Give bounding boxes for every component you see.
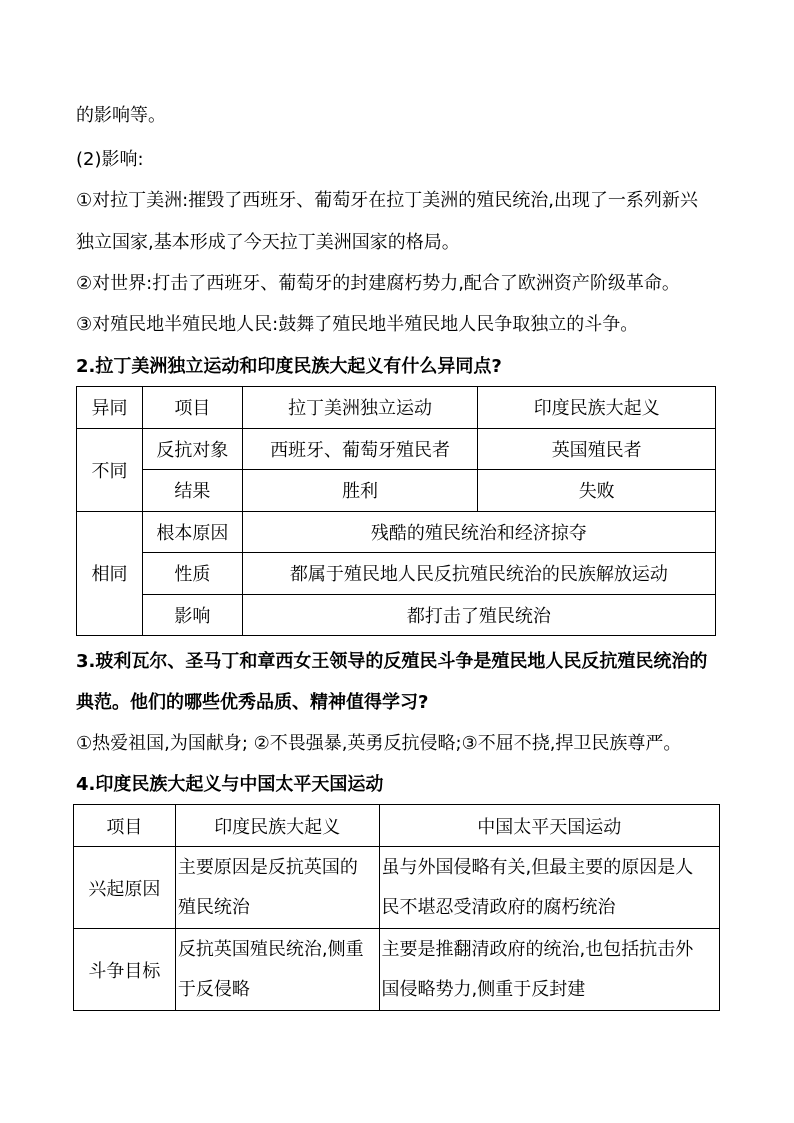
group-label-different: 不同 bbox=[77, 428, 143, 511]
shared-value-cell: 都属于殖民地人民反抗殖民统治的民族解放运动 bbox=[242, 553, 715, 595]
india-cell bbox=[175, 847, 379, 929]
table-header-row bbox=[74, 805, 720, 847]
cell-text-line: 虽与外国侵略有关,但最主要的原因是人 bbox=[381, 856, 694, 878]
latin-cell: 西班牙、葡萄牙殖民者 bbox=[242, 428, 478, 470]
table-row bbox=[74, 847, 720, 929]
cell-text-line: 国侵略势力,侧重于反封建 bbox=[381, 978, 586, 1000]
intro-line-1: 的影响等。 bbox=[76, 105, 166, 126]
comparison-table-1 bbox=[76, 386, 716, 636]
q3-heading-line-2: 典范。他们的哪些优秀品质、精神值得学习? bbox=[76, 692, 429, 713]
header-cell: 印度民族大起义 bbox=[175, 805, 379, 847]
item-cell: 性质 bbox=[142, 553, 242, 595]
header-cell: 中国太平天国运动 bbox=[379, 805, 719, 847]
table-row bbox=[77, 553, 716, 595]
item-cell: 兴起原因 bbox=[74, 847, 176, 929]
latin-cell: 胜利 bbox=[242, 470, 478, 512]
q4-heading: 4.印度民族大起义与中国太平天国运动 bbox=[76, 774, 384, 795]
intro-line-5: ②对世界:打击了西班牙、葡萄牙的封建腐朽势力,配合了欧洲资产阶级革命。 bbox=[76, 273, 680, 294]
intro-line-3: ①对拉丁美洲:摧毁了西班牙、葡萄牙在拉丁美洲的殖民统治,出现了一系列新兴 bbox=[76, 190, 698, 211]
cell-text-line: 主要是推翻清政府的统治,也包括抗击外 bbox=[381, 938, 694, 960]
india-cell bbox=[175, 929, 379, 1011]
header-cell: 印度民族大起义 bbox=[478, 387, 716, 429]
header-cell: 项目 bbox=[74, 805, 176, 847]
cell-text-line: 反抗英国殖民统治,侧重 bbox=[177, 938, 364, 960]
q3-heading-line-1: 3.玻利瓦尔、圣马丁和章西女王领导的反殖民斗争是殖民地人民反抗殖民统治的 bbox=[76, 651, 708, 672]
cell-text-line: 于反侵略 bbox=[177, 978, 250, 1000]
group-label-same: 相同 bbox=[77, 511, 143, 636]
cell-text-line: 殖民统治 bbox=[177, 896, 250, 918]
china-cell bbox=[379, 847, 719, 929]
table-row bbox=[77, 594, 716, 636]
table-row bbox=[74, 929, 720, 1011]
item-cell: 影响 bbox=[142, 594, 242, 636]
item-cell: 根本原因 bbox=[142, 511, 242, 553]
intro-subheading: (2)影响: bbox=[76, 149, 144, 170]
q2-heading: 2.拉丁美洲独立运动和印度民族大起义有什么异同点? bbox=[76, 356, 502, 377]
header-cell: 项目 bbox=[142, 387, 242, 429]
comparison-table-2 bbox=[73, 804, 720, 1011]
table-row bbox=[77, 470, 716, 512]
shared-value-cell: 都打击了殖民统治 bbox=[242, 594, 715, 636]
header-cell: 异同 bbox=[77, 387, 143, 429]
table-row bbox=[77, 511, 716, 553]
india-cell: 失败 bbox=[478, 470, 716, 512]
india-cell: 英国殖民者 bbox=[478, 428, 716, 470]
q3-answer: ①热爱祖国,为国献身; ②不畏强暴,英勇反抗侵略;③不屈不挠,捍卫民族尊严。 bbox=[76, 733, 682, 754]
item-cell: 结果 bbox=[142, 470, 242, 512]
intro-line-6: ③对殖民地半殖民地人民:鼓舞了殖民地半殖民地人民争取独立的斗争。 bbox=[76, 314, 639, 335]
table-header-row bbox=[77, 387, 716, 429]
shared-value-cell: 残酷的殖民统治和经济掠夺 bbox=[242, 511, 715, 553]
cell-text-line: 民不堪忍受清政府的腐朽统治 bbox=[381, 896, 616, 918]
item-cell: 斗争目标 bbox=[74, 929, 176, 1011]
table-row bbox=[77, 428, 716, 470]
cell-text-line: 主要原因是反抗英国的 bbox=[177, 856, 358, 878]
china-cell bbox=[379, 929, 719, 1011]
item-cell: 反抗对象 bbox=[142, 428, 242, 470]
header-cell: 拉丁美洲独立运动 bbox=[242, 387, 478, 429]
intro-line-4: 独立国家,基本形成了今天拉丁美洲国家的格局。 bbox=[76, 232, 460, 253]
